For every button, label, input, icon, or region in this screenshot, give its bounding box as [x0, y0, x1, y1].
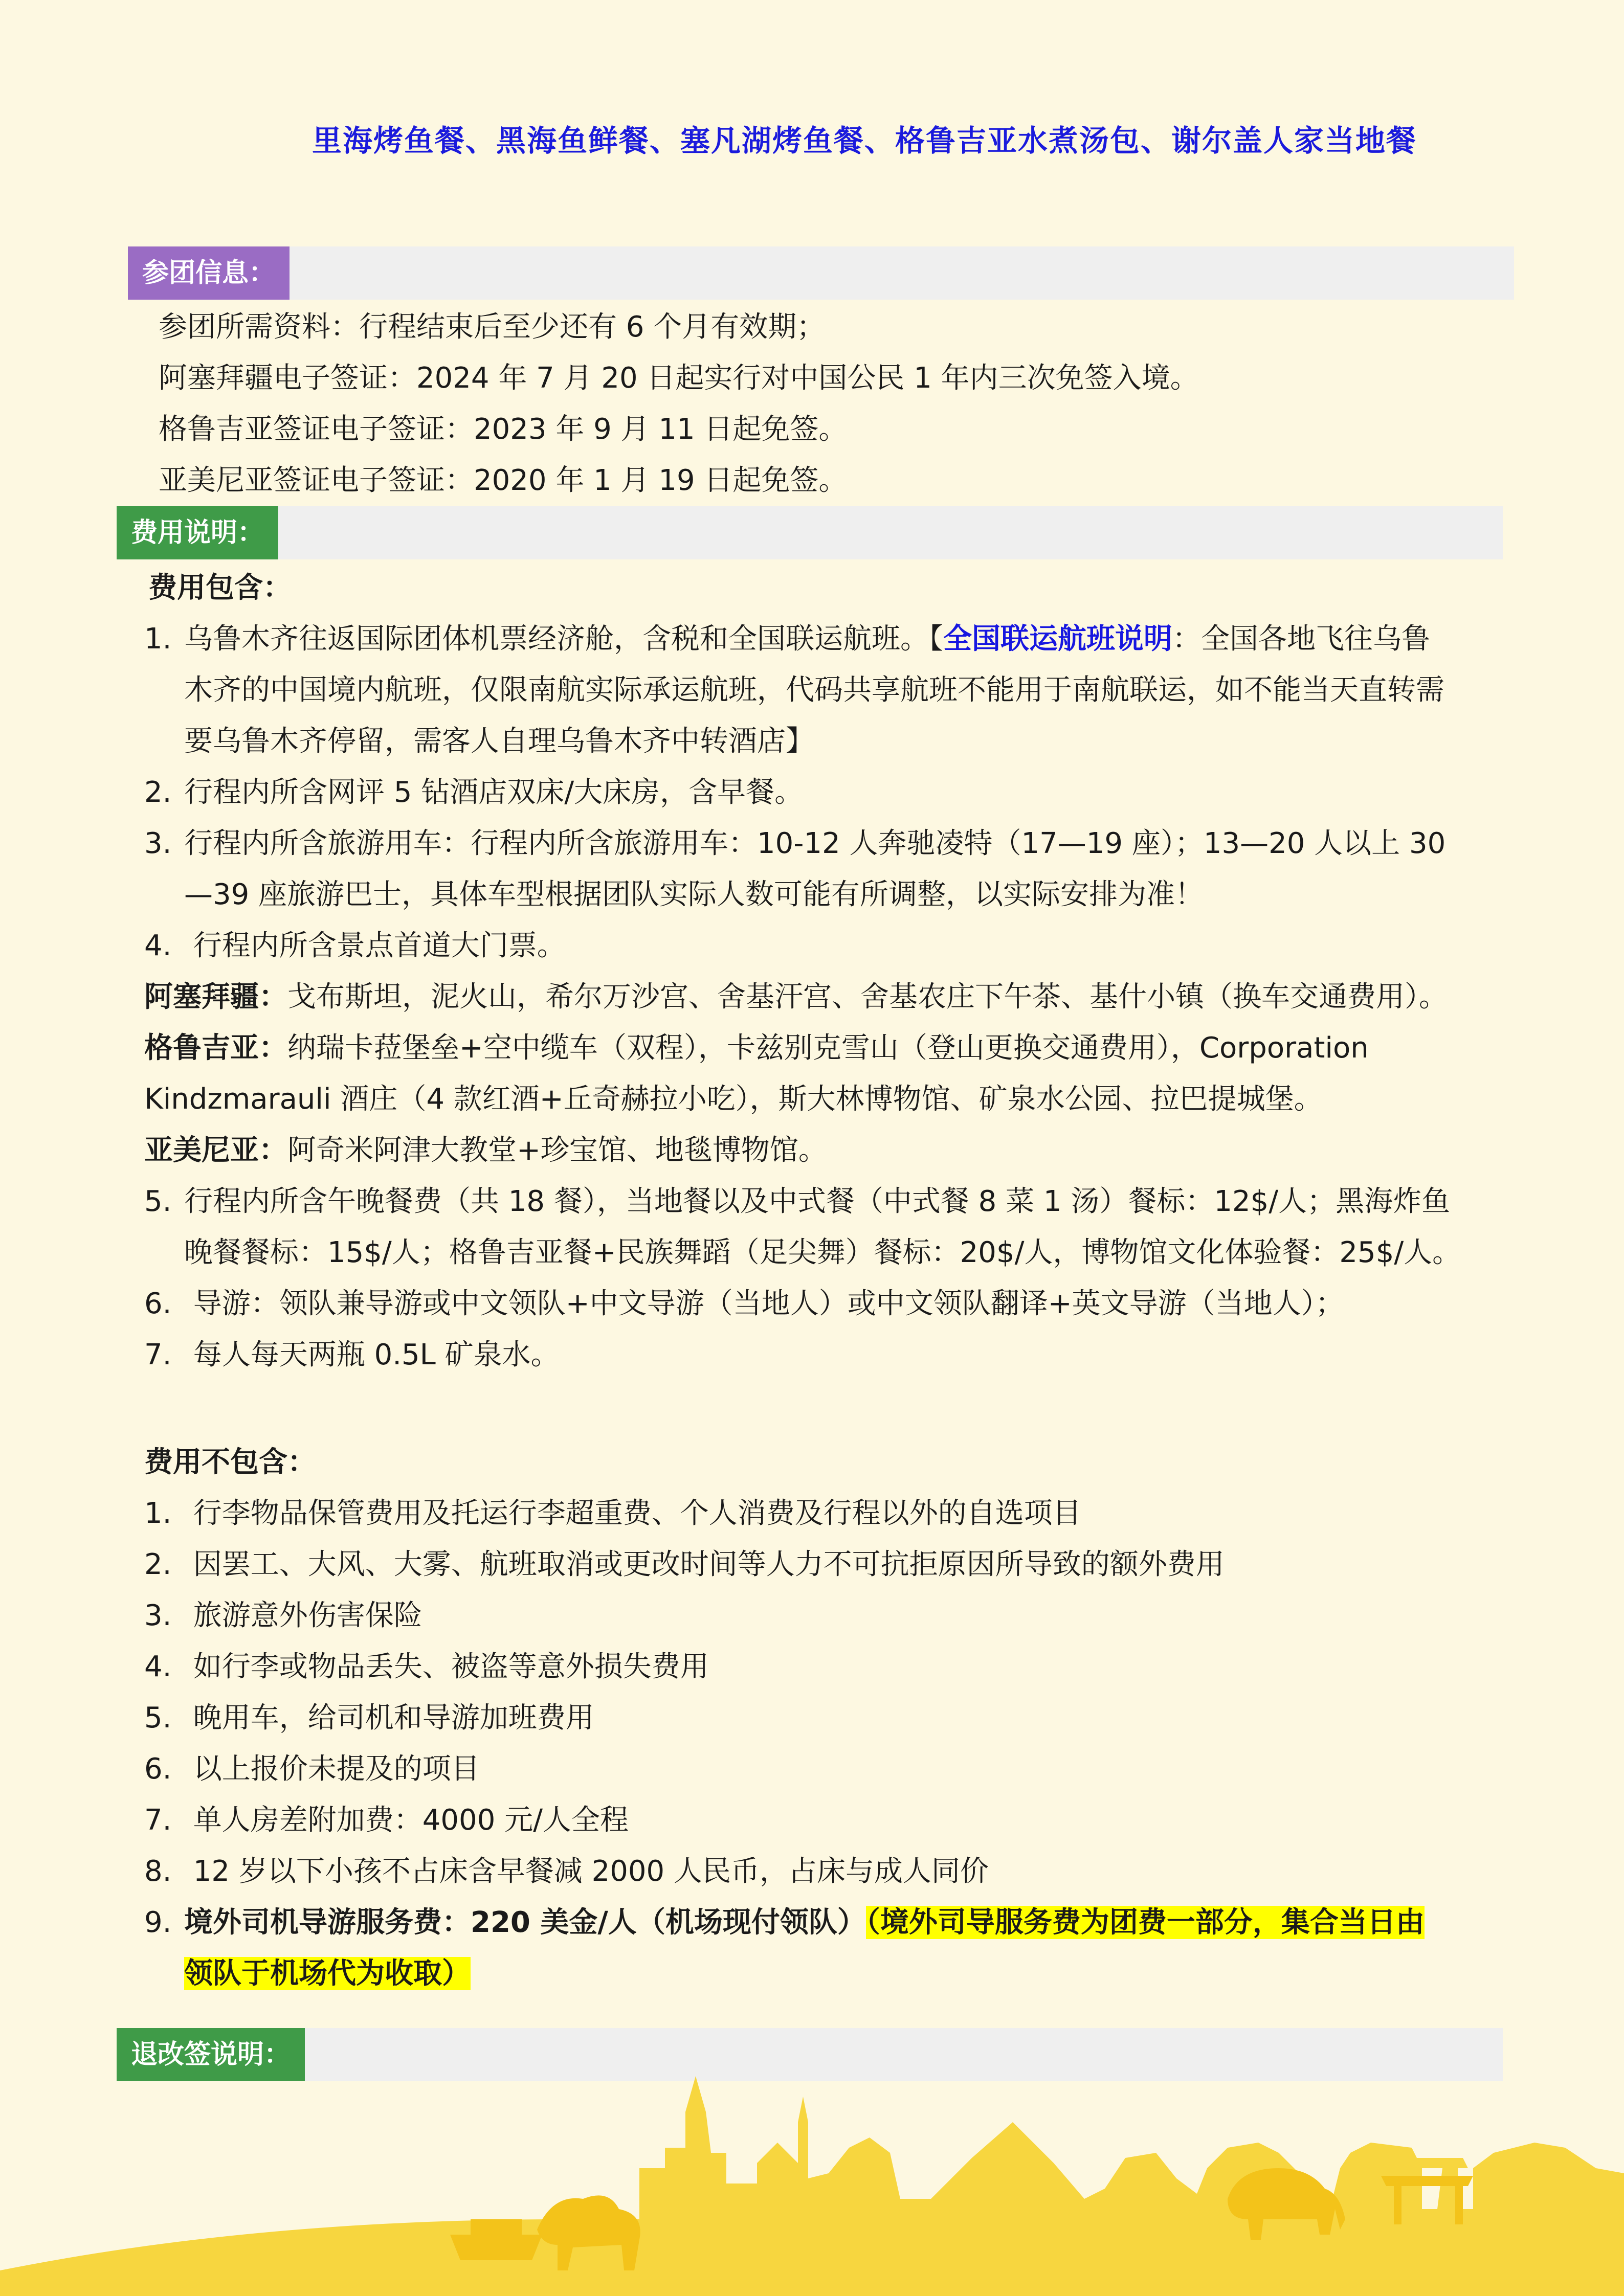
- flight-note-link: 全国联运航班说明: [943, 622, 1172, 656]
- join-info-line: 阿塞拜疆电子签证：2024 年 7 月 20 日起实行对中国公民 1 年内三次免签入境。: [159, 362, 1199, 395]
- georgia-sights-line2: Kindzmarauli 酒庄（4 款红酒+丘奇赫拉小吃），斯大林博物馆、矿泉水公园、拉巴提城堡。: [144, 1083, 1323, 1116]
- included-title: 费用包含：: [148, 571, 292, 604]
- included-item-5-line2: 晚餐餐标：15$/人；格鲁吉亚餐+民族舞蹈（足尖舞）餐标：20$/人，博物馆文化体验餐：25$/人。: [184, 1236, 1461, 1269]
- included-item-6: 6. 导游：领队兼导游或中文领队+中文导游（当地人）或中文领队翻译+英文导游（当地人）；: [144, 1287, 1344, 1320]
- included-item-1-line3: 要乌鲁木齐停留，需客人自理乌鲁木齐中转酒店】: [184, 725, 814, 758]
- excluded-item-guide-fee: 9. 境外司机导游服务费：220 美金/人（机场现付领队）（境外司导服务费为团费一部分，集合当日由: [144, 1906, 1425, 1939]
- included-item-7: 7. 每人每天两瓶 0.5L 矿泉水。: [144, 1338, 560, 1371]
- section-bar-fees: [117, 506, 1503, 559]
- section-bar-join-info: [128, 246, 1514, 300]
- excluded-item: 3. 旅游意外伤害保险: [144, 1599, 422, 1632]
- excluded-item: 4. 如行李或物品丢失、被盗等意外损失费用: [144, 1650, 709, 1683]
- included-item-3-line2: —39 座旅游巴士，具体车型根据团队实际人数可能有所调整，以实际安排为准！: [184, 878, 1204, 911]
- highlight-note: （境外司导服务费为团费一部分，集合当日由: [865, 1906, 1425, 1939]
- armenia-sights: 亚美尼亚：阿奇米阿津大教堂+珍宝馆、地毯博物馆。: [144, 1134, 827, 1167]
- excluded-item: 6. 以上报价未提及的项目: [144, 1752, 480, 1786]
- included-item-2: 2. 行程内所含网评 5 钻酒店双床/大床房，含早餐。: [144, 776, 804, 809]
- skyline-illustration: [0, 2066, 1624, 2296]
- azerbaijan-sights: 阿塞拜疆：戈布斯坦，泥火山，希尔万沙宫、舍基汗宫、舍基农庄下午茶、基什小镇（换车交通费用）。: [144, 980, 1448, 1014]
- included-item-5: 5. 行程内所含午晚餐费（共 18 餐），当地餐以及中式餐（中式餐 8 菜 1 汤）餐标：12$/人；黑海炸鱼: [144, 1185, 1451, 1218]
- highlight-note: 领队于机场代为收取）: [184, 1957, 471, 1990]
- included-item-1-line2: 木齐的中国境内航班，仅限南航实际承运航班，代码共享航班不能用于南航联运，如不能当天直转需: [184, 673, 1444, 707]
- excluded-item: 8. 12 岁以下小孩不占床含早餐减 2000 人民币，占床与成人同价: [144, 1855, 989, 1888]
- georgia-sights: 格鲁吉亚：纳瑞卡菈堡垒+空中缆车（双程），卡兹别克雪山（登山更换交通费用），Corporation: [144, 1031, 1369, 1065]
- excluded-item-guide-fee-line2: [184, 1948, 471, 1999]
- section-label-refund: 退改签说明：: [117, 2028, 305, 2081]
- excluded-item: 1. 行李物品保管费用及托运行李超重费、个人消费及行程以外的自选项目: [144, 1497, 1081, 1530]
- excluded-item: 7. 单人房差附加费：4000 元/人全程: [144, 1804, 629, 1837]
- excluded-item: 2. 因罢工、大风、大雾、航班取消或更改时间等人力不可抗拒原因所导致的额外费用: [144, 1548, 1225, 1581]
- join-info-line: 参团所需资料：行程结束后至少还有 6 个月有效期；: [159, 310, 826, 344]
- excluded-title: 费用不包含：: [144, 1446, 316, 1479]
- join-info-line: 亚美尼亚签证电子签证：2020 年 1 月 19 日起免签。: [159, 464, 848, 497]
- section-label-fees: 费用说明：: [117, 506, 278, 559]
- section-label-join-info: 参团信息：: [128, 246, 290, 300]
- meals-line: 里海烤鱼餐、黑海鱼鲜餐、塞凡湖烤鱼餐、格鲁吉亚水煮汤包、谢尔盖人家当地餐: [312, 123, 1417, 158]
- included-item-1: 1. 乌鲁木齐往返国际团体机票经济舱，含税和全国联运航班。【全国联运航班说明：全国各地飞往乌鲁: [144, 622, 1430, 656]
- join-info-line: 格鲁吉亚签证电子签证：2023 年 9 月 11 日起免签。: [159, 413, 848, 446]
- included-item-4: 4. 行程内所含景点首道大门票。: [144, 929, 566, 962]
- excluded-item: 5. 晚用车，给司机和导游加班费用: [144, 1701, 594, 1735]
- skyline-ground: [0, 2076, 1624, 2296]
- included-item-3: 3. 行程内所含旅游用车：行程内所含旅游用车：10-12 人奔驰凌特（17—19 座）；13—20 人以上 30: [144, 827, 1446, 860]
